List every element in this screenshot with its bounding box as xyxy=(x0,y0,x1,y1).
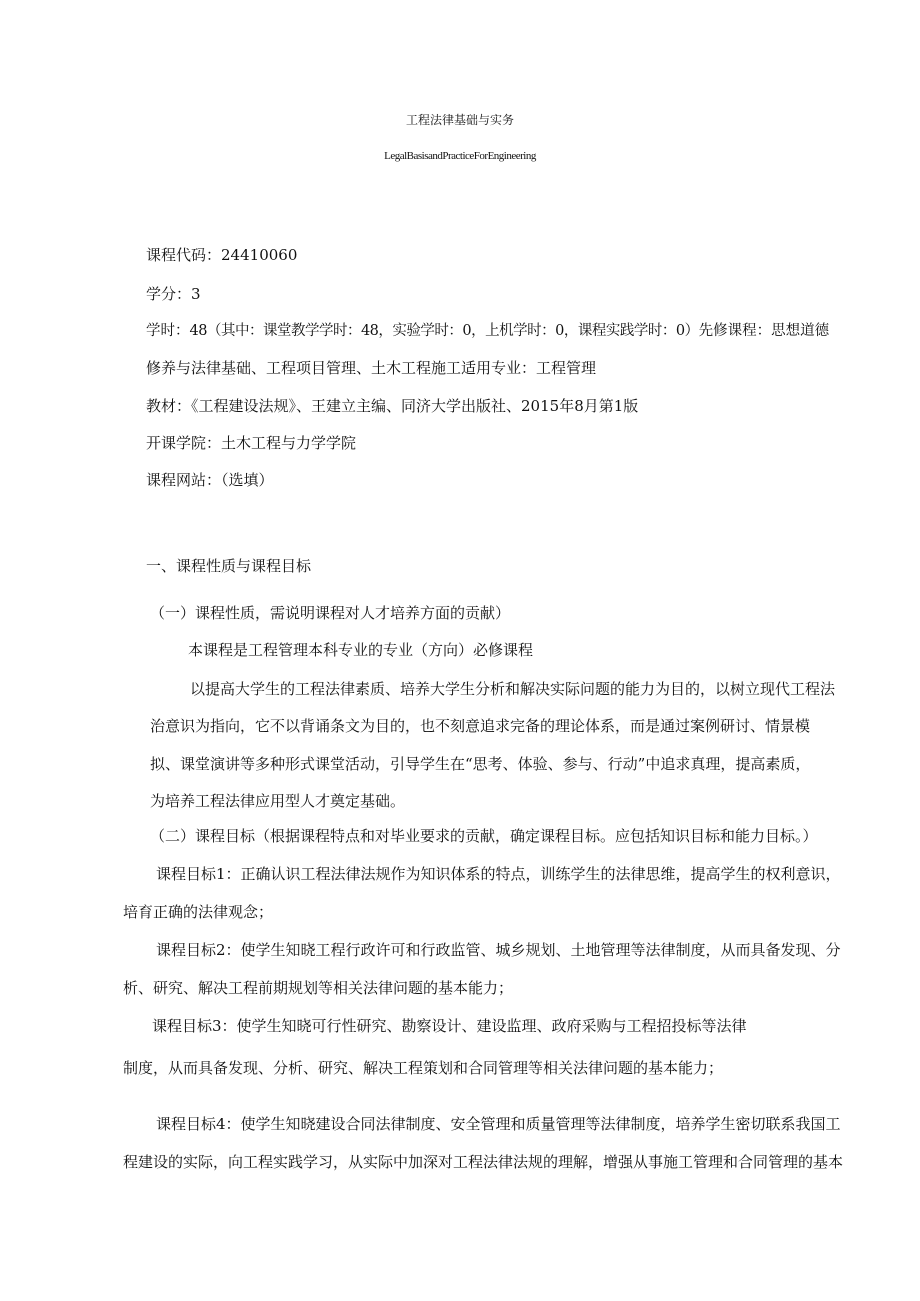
prereq-label: 先修课程：思想道德 xyxy=(698,323,830,339)
course-website xyxy=(146,470,274,490)
course-code xyxy=(146,245,297,265)
course-hours xyxy=(146,321,829,341)
goal-3-line-2: 制度，从而具备发现、分析、研究、解决工程策划和合同管理等相关法律问题的基本能力； xyxy=(123,1059,724,1077)
goals-open: （二） xyxy=(150,827,196,845)
prereq-continued: 修养与法律基础、工程项目管理、土木工程施工适用专业：工程管理 xyxy=(146,359,597,377)
goal-4-line-1: 课程目标4：使学生知晓建设合同法律制度、安全管理和质量管理等法律制度，培养学生密切联系我国工 xyxy=(156,1115,841,1133)
section-heading: 一、课程性质与课程目标 xyxy=(146,557,312,575)
nature-line: 治意识为指向，它不以背诵条文为目的，也不刻意追求完备的理论体系，而是通过案例研讨、情景模 xyxy=(150,717,811,735)
nature-line: 以提高大学生的工程法律素质、培养大学生分析和解决实际问题的能力为目的，以树立现代工程法 xyxy=(190,680,836,698)
hours-value: 48（其中：课堂教学学时：48，实验学时：0，上机学时：0，课程实践学时：0） xyxy=(189,323,699,339)
goal-4-line-2: 程建设的实际，向工程实践学习，从实际中加深对工程法律法规的理解，增强从事施工管理和合同管理的基本 xyxy=(123,1153,844,1171)
nature-line: 为培养工程法律应用型人才奠定基础。 xyxy=(150,792,406,810)
goal-1-line-1: 课程目标1：正确认识工程法律法规作为知识体系的特点，训练学生的法律思维，提高学生的权利意识， xyxy=(156,865,841,883)
credit-label: 学分： xyxy=(146,285,192,303)
course-textbook xyxy=(146,396,638,416)
nature-line: 拟、课堂演讲等多种形式课堂活动，引导学生在“思考、体验、参与、行动”中追求真理，提高素质， xyxy=(150,755,811,773)
website-label: 课程网站： xyxy=(146,471,222,489)
nature-heading xyxy=(150,603,510,623)
goal-3-line-1: 课程目标3：使学生知晓可行性研究、勘察设计、建设监理、政府采购与工程招投标等法律 xyxy=(152,1017,747,1035)
goal-1-line-2: 培育正确的法律观念； xyxy=(123,903,274,921)
nature-paragraph-1: 本课程是工程管理本科专业的专业（方向）必修课程 xyxy=(188,641,534,659)
textbook-edition: 2015年8月第1版 xyxy=(521,397,639,415)
course-code-label: 课程代码： xyxy=(146,246,222,264)
goals-note: （根据课程特点和对毕业要求的贡献，确定课程目标。应包括知识目标和能力目标。） xyxy=(255,827,818,845)
nature-note: ，需说明课程对人才培养方面的贡献） xyxy=(255,604,511,622)
nature-label: 课程性质 xyxy=(195,604,256,622)
credit-value: 3 xyxy=(191,285,201,303)
goals-heading xyxy=(150,826,818,846)
goal-2-line-1: 课程目标2：使学生知晓工程行政许可和行政监管、城乡规划、土地管理等法律制度，从而具备发现、分 xyxy=(156,941,841,959)
offering-school: 开课学院：土木工程与力学学院 xyxy=(146,434,357,452)
course-credit xyxy=(146,284,201,304)
goal-2-line-2: 析、研究、解决工程前期规划等相关法律问题的基本能力； xyxy=(123,979,514,997)
textbook-label: 教材：《工程建设法规》、王建立主编、同济大学出版社、 xyxy=(146,397,522,415)
page-subtitle: LegalBasisandPracticeForEngineering xyxy=(384,150,536,162)
website-value: （选填） xyxy=(221,471,274,489)
course-code-value: 24410060 xyxy=(221,246,298,264)
hours-label: 学时： xyxy=(146,323,190,339)
goals-label: 课程目标 xyxy=(195,827,256,845)
page-title: 工程法律基础与实务 xyxy=(405,113,514,127)
nature-open: （一） xyxy=(150,604,196,622)
